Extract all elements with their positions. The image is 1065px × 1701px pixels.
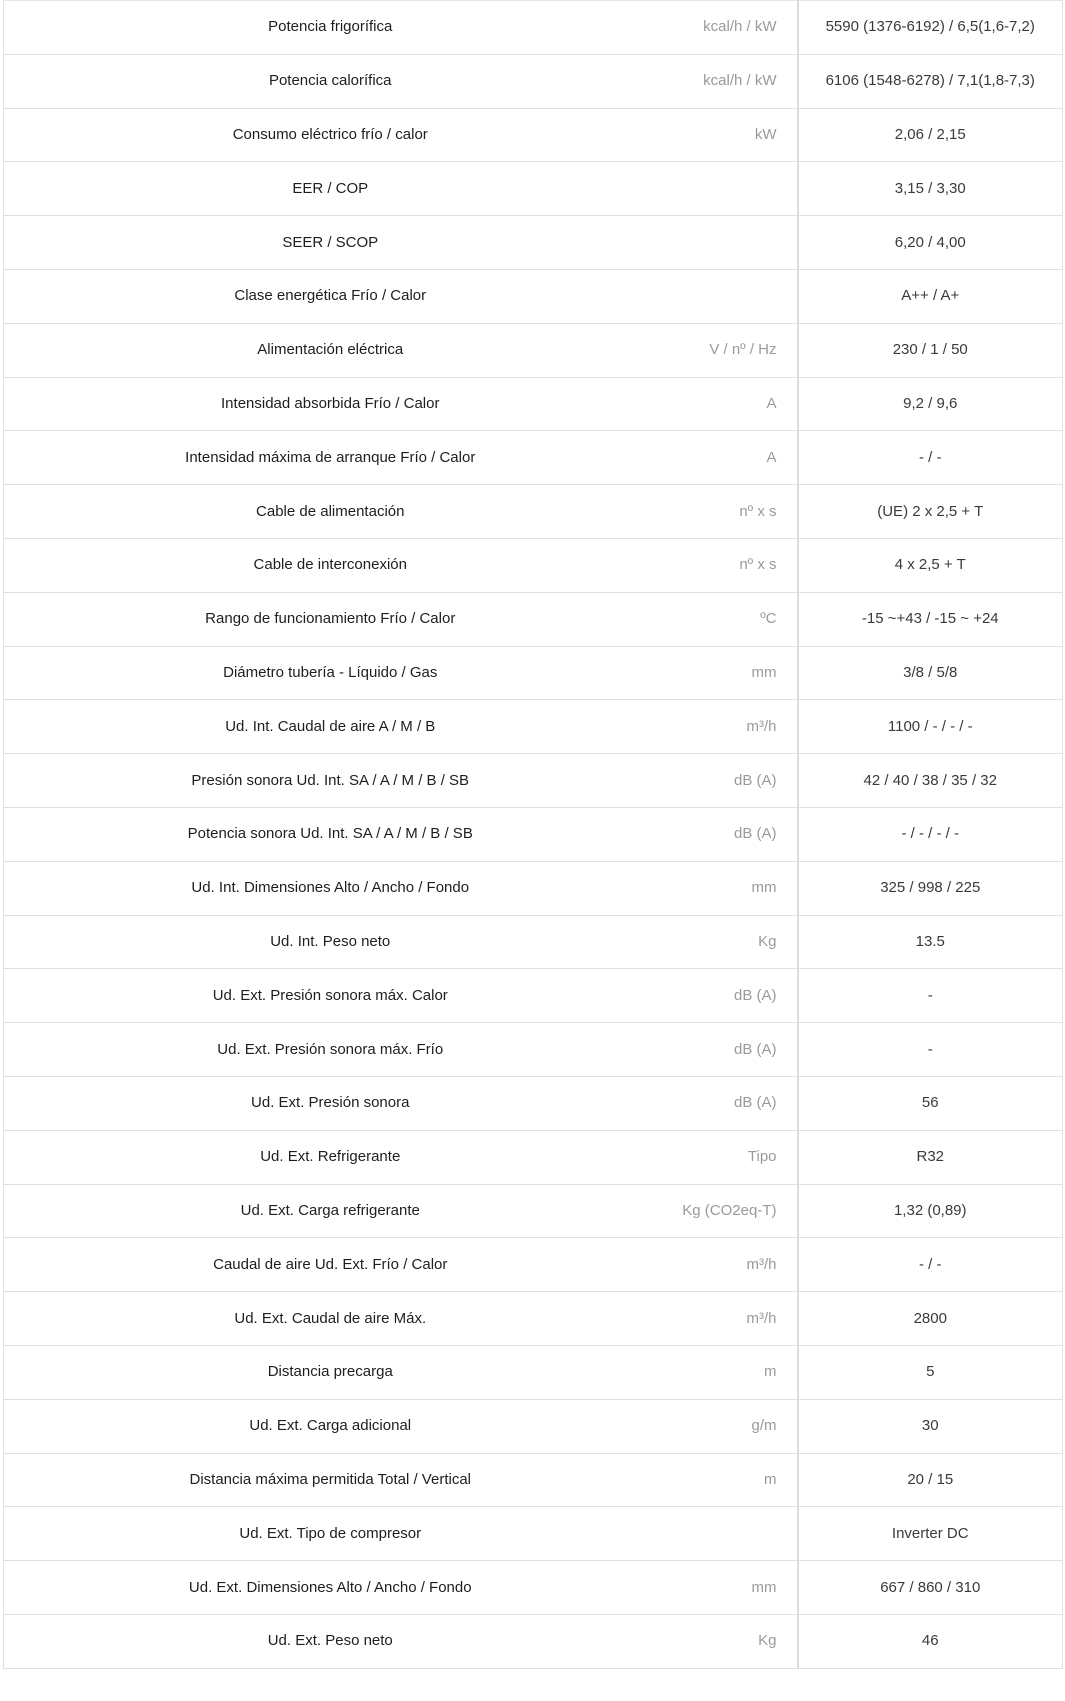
spec-label: Consumo eléctrico frío / calor <box>232 125 428 143</box>
spec-unit: V / nº / Hz <box>709 341 777 359</box>
spec-value: 9,2 / 9,6 <box>798 377 1063 431</box>
spec-row <box>4 1238 1063 1292</box>
spec-row <box>4 162 1063 216</box>
spec-label-cell <box>4 1130 798 1184</box>
spec-value: 4 x 2,5 + T <box>798 538 1063 592</box>
spec-label-wrap <box>24 933 777 951</box>
spec-label: Potencia frigorífica <box>268 18 393 36</box>
spec-value: 46 <box>798 1614 1063 1668</box>
spec-label-cell <box>4 807 798 861</box>
spec-label: Potencia sonora Ud. Int. SA / A / M / B / SB <box>187 825 473 843</box>
spec-label: Intensidad máxima de arranque Frío / Calor <box>185 448 476 466</box>
spec-unit: m³/h <box>746 1309 777 1327</box>
spec-label-wrap <box>24 1310 777 1328</box>
spec-row <box>4 485 1063 539</box>
spec-value: 230 / 1 / 50 <box>798 323 1063 377</box>
spec-unit: m³/h <box>746 1255 777 1273</box>
spec-row <box>4 1507 1063 1561</box>
spec-label: Cable de interconexión <box>253 556 407 574</box>
spec-unit: mm <box>751 879 777 897</box>
specifications-table-body <box>4 1 1063 1669</box>
spec-value: 5 <box>798 1345 1063 1399</box>
spec-value: Inverter DC <box>798 1507 1063 1561</box>
spec-value: 20 / 15 <box>798 1453 1063 1507</box>
spec-label-wrap <box>24 395 777 413</box>
spec-label-wrap <box>24 1525 777 1543</box>
spec-label-cell <box>4 1507 798 1561</box>
spec-unit: dB (A) <box>733 1040 777 1058</box>
spec-value: 3,15 / 3,30 <box>798 162 1063 216</box>
spec-label: Ud. Ext. Carga adicional <box>249 1417 412 1435</box>
spec-row <box>4 861 1063 915</box>
spec-label-wrap <box>24 287 777 305</box>
spec-label-cell <box>4 54 798 108</box>
spec-row <box>4 323 1063 377</box>
spec-unit: nº x s <box>739 502 777 520</box>
spec-label-wrap <box>24 234 777 252</box>
spec-label-cell <box>4 1184 798 1238</box>
spec-label-wrap <box>24 664 777 682</box>
spec-label-cell <box>4 538 798 592</box>
spec-label: Rango de funcionamiento Frío / Calor <box>205 610 456 628</box>
spec-label-wrap <box>24 1256 777 1274</box>
spec-row <box>4 377 1063 431</box>
spec-label-wrap <box>24 503 777 521</box>
spec-value: 325 / 998 / 225 <box>798 861 1063 915</box>
spec-row <box>4 54 1063 108</box>
spec-label-cell <box>4 592 798 646</box>
spec-label: Potencia calorífica <box>268 72 392 90</box>
spec-value: 2,06 / 2,15 <box>798 108 1063 162</box>
spec-label-wrap <box>24 72 777 90</box>
spec-row <box>4 915 1063 969</box>
spec-label-wrap <box>24 1041 777 1059</box>
spec-row <box>4 1399 1063 1453</box>
spec-label-wrap <box>24 1632 777 1650</box>
spec-unit: m³/h <box>746 717 777 735</box>
spec-label: Ud. Ext. Tipo de compresor <box>239 1524 422 1542</box>
spec-row <box>4 269 1063 323</box>
spec-value: - / - / - / - <box>798 807 1063 861</box>
spec-label-cell <box>4 1453 798 1507</box>
spec-label-cell <box>4 754 798 808</box>
spec-unit: mm <box>751 663 777 681</box>
spec-label: Caudal de aire Ud. Ext. Frío / Calor <box>213 1255 448 1273</box>
spec-unit: kcal/h / kW <box>703 72 777 90</box>
spec-value: - / - <box>798 1238 1063 1292</box>
spec-unit: kcal/h / kW <box>703 18 777 36</box>
spec-label-cell <box>4 1023 798 1077</box>
spec-label-wrap <box>24 1094 777 1112</box>
spec-label: SEER / SCOP <box>282 233 379 251</box>
spec-label-wrap <box>24 718 777 736</box>
spec-unit: Kg <box>758 932 777 950</box>
spec-unit: A <box>766 394 777 412</box>
spec-unit: dB (A) <box>733 771 777 789</box>
spec-label: Alimentación eléctrica <box>257 341 404 359</box>
spec-label-wrap <box>24 341 777 359</box>
spec-label-wrap <box>24 180 777 198</box>
specifications-table <box>3 0 1063 1669</box>
spec-label-wrap <box>24 772 777 790</box>
spec-value: 42 / 40 / 38 / 35 / 32 <box>798 754 1063 808</box>
spec-row <box>4 538 1063 592</box>
spec-row <box>4 1076 1063 1130</box>
spec-label-cell <box>4 485 798 539</box>
spec-row <box>4 754 1063 808</box>
spec-label: Ud. Ext. Presión sonora máx. Calor <box>212 986 448 1004</box>
spec-label-wrap <box>24 879 777 897</box>
spec-label: Distancia precarga <box>267 1363 393 1381</box>
spec-row <box>4 969 1063 1023</box>
spec-label-cell <box>4 108 798 162</box>
spec-value: 56 <box>798 1076 1063 1130</box>
spec-value: 1,32 (0,89) <box>798 1184 1063 1238</box>
spec-unit: m <box>764 1470 777 1488</box>
spec-row <box>4 108 1063 162</box>
spec-value: R32 <box>798 1130 1063 1184</box>
spec-label-cell <box>4 216 798 270</box>
spec-label-wrap <box>24 1363 777 1381</box>
spec-label-cell <box>4 861 798 915</box>
spec-label: Ud. Int. Caudal de aire A / M / B <box>225 717 436 735</box>
spec-row <box>4 1 1063 55</box>
spec-label: EER / COP <box>292 179 369 197</box>
spec-value: 2800 <box>798 1292 1063 1346</box>
spec-label-cell <box>4 915 798 969</box>
spec-row <box>4 431 1063 485</box>
spec-label-cell <box>4 1561 798 1615</box>
spec-label-wrap <box>24 1579 777 1597</box>
spec-unit: mm <box>751 1578 777 1596</box>
spec-label-cell <box>4 431 798 485</box>
spec-row <box>4 592 1063 646</box>
spec-value: - <box>798 969 1063 1023</box>
spec-row <box>4 1614 1063 1668</box>
spec-label: Ud. Ext. Caudal de aire Máx. <box>234 1309 427 1327</box>
spec-value: 1100 / - / - / - <box>798 700 1063 754</box>
spec-label-cell <box>4 1292 798 1346</box>
spec-label: Ud. Int. Dimensiones Alto / Ancho / Fondo <box>191 879 470 897</box>
spec-label-cell <box>4 1399 798 1453</box>
spec-label: Cable de alimentación <box>256 502 405 520</box>
spec-value: 667 / 860 / 310 <box>798 1561 1063 1615</box>
spec-row <box>4 1453 1063 1507</box>
spec-value: 6106 (1548-6278) / 7,1(1,8-7,3) <box>798 54 1063 108</box>
spec-row <box>4 1184 1063 1238</box>
spec-label-wrap <box>24 1471 777 1489</box>
spec-row <box>4 646 1063 700</box>
spec-unit: m <box>764 1363 777 1381</box>
spec-row <box>4 807 1063 861</box>
spec-label-cell <box>4 162 798 216</box>
spec-row <box>4 1345 1063 1399</box>
spec-label-cell <box>4 1076 798 1130</box>
spec-row <box>4 216 1063 270</box>
spec-label-cell <box>4 700 798 754</box>
spec-label-wrap <box>24 18 777 36</box>
spec-label-cell <box>4 1614 798 1668</box>
spec-label: Ud. Ext. Carga refrigerante <box>240 1201 420 1219</box>
spec-value: - <box>798 1023 1063 1077</box>
spec-label: Clase energética Frío / Calor <box>234 287 427 305</box>
spec-label-wrap <box>24 126 777 144</box>
spec-row <box>4 1292 1063 1346</box>
spec-label-wrap <box>24 610 777 628</box>
spec-label: Ud. Ext. Presión sonora máx. Frío <box>217 1040 444 1058</box>
spec-value: (UE) 2 x 2,5 + T <box>798 485 1063 539</box>
spec-label-wrap <box>24 825 777 843</box>
spec-unit: A <box>766 448 777 466</box>
spec-label-wrap <box>24 987 777 1005</box>
spec-unit: dB (A) <box>733 1094 777 1112</box>
spec-unit: g/m <box>751 1417 777 1435</box>
spec-value: -15 ~+43 / -15 ~ +24 <box>798 592 1063 646</box>
spec-value: 6,20 / 4,00 <box>798 216 1063 270</box>
spec-label-cell <box>4 377 798 431</box>
spec-unit: dB (A) <box>733 986 777 1004</box>
spec-label-wrap <box>24 449 777 467</box>
spec-label-cell <box>4 969 798 1023</box>
spec-label-cell <box>4 269 798 323</box>
spec-label-wrap <box>24 1417 777 1435</box>
spec-value: - / - <box>798 431 1063 485</box>
spec-label-wrap <box>24 1202 777 1220</box>
spec-value: 30 <box>798 1399 1063 1453</box>
spec-label: Ud. Int. Peso neto <box>270 932 391 950</box>
spec-label: Diámetro tubería - Líquido / Gas <box>223 663 438 681</box>
spec-row <box>4 1023 1063 1077</box>
spec-label-cell <box>4 323 798 377</box>
spec-row <box>4 700 1063 754</box>
spec-label: Distancia máxima permitida Total / Vertical <box>189 1470 471 1488</box>
spec-unit: kW <box>754 125 777 143</box>
spec-unit: dB (A) <box>733 825 777 843</box>
spec-unit: Tipo <box>747 1148 777 1166</box>
spec-label-cell <box>4 1345 798 1399</box>
spec-label: Ud. Ext. Dimensiones Alto / Ancho / Fondo <box>188 1578 472 1596</box>
spec-label: Ud. Ext. Peso neto <box>267 1632 393 1650</box>
spec-row <box>4 1130 1063 1184</box>
spec-label: Intensidad absorbida Frío / Calor <box>221 394 440 412</box>
spec-value: 3/8 / 5/8 <box>798 646 1063 700</box>
spec-value: 13.5 <box>798 915 1063 969</box>
spec-label-wrap <box>24 556 777 574</box>
spec-unit: ºC <box>760 610 777 628</box>
spec-label: Presión sonora Ud. Int. SA / A / M / B / SB <box>191 771 470 789</box>
spec-row <box>4 1561 1063 1615</box>
spec-label: Ud. Ext. Presión sonora <box>251 1094 410 1112</box>
spec-label-cell <box>4 1 798 55</box>
spec-label-cell <box>4 1238 798 1292</box>
spec-unit: nº x s <box>739 556 777 574</box>
spec-unit: Kg <box>758 1632 777 1650</box>
spec-value: 5590 (1376-6192) / 6,5(1,6-7,2) <box>798 1 1063 55</box>
spec-label-wrap <box>24 1148 777 1166</box>
spec-unit: Kg (CO2eq-T) <box>682 1201 777 1219</box>
spec-value: A++ / A+ <box>798 269 1063 323</box>
spec-label: Ud. Ext. Refrigerante <box>260 1148 401 1166</box>
spec-label-cell <box>4 646 798 700</box>
